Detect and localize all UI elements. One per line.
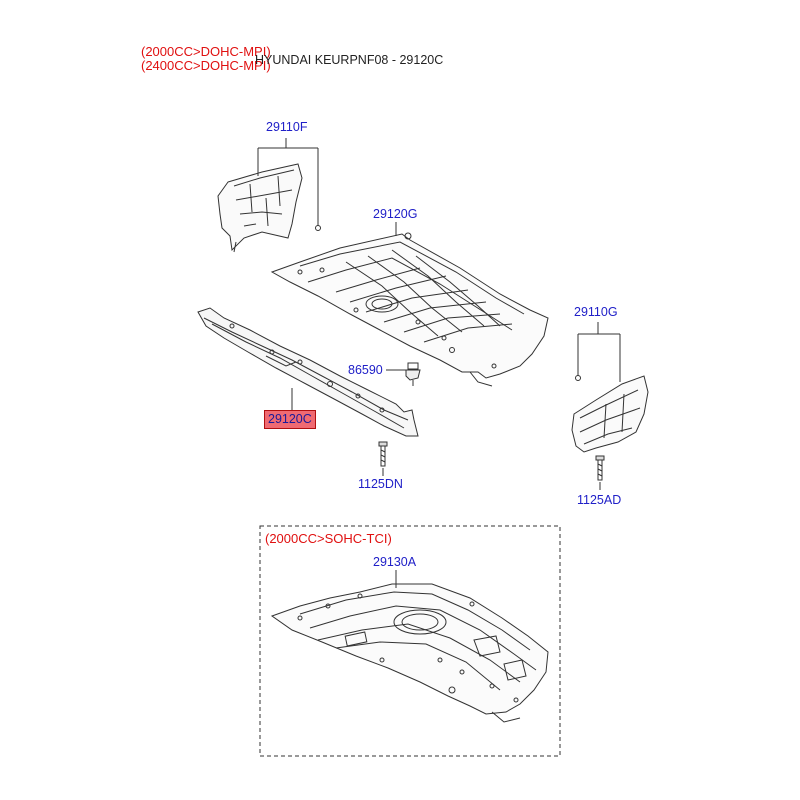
part-1125AD-drawing: [596, 456, 604, 490]
part-label-29110F[interactable]: 29110F: [266, 120, 308, 134]
part-label-1125DN[interactable]: 1125DN: [358, 477, 403, 491]
part-label-29130A[interactable]: 29130A: [373, 555, 417, 569]
part-label-29120G[interactable]: 29120G: [373, 207, 418, 221]
part-1125DN-drawing: [379, 442, 387, 476]
part-label-86590[interactable]: 86590: [348, 363, 383, 377]
engine-spec-2: (2400CC>DOHC-MPI): [141, 58, 271, 73]
diagram-title: HYUNDAI KEURPNF08 - 29120C: [255, 53, 444, 67]
part-label-29120C-highlighted[interactable]: 29120C: [264, 410, 316, 429]
part-label-1125AD[interactable]: 1125AD: [577, 493, 622, 507]
engine-spec-1: (2000CC>DOHC-MPI): [141, 44, 271, 59]
part-29130A-drawing: [272, 570, 548, 722]
part-29110F-drawing: [218, 138, 321, 252]
part-86590-drawing: [386, 363, 420, 386]
part-label-29110G[interactable]: 29110G: [574, 305, 618, 319]
variant-label: (2000CC>SOHC-TCI): [265, 531, 392, 546]
part-29110G-drawing: [572, 322, 648, 452]
